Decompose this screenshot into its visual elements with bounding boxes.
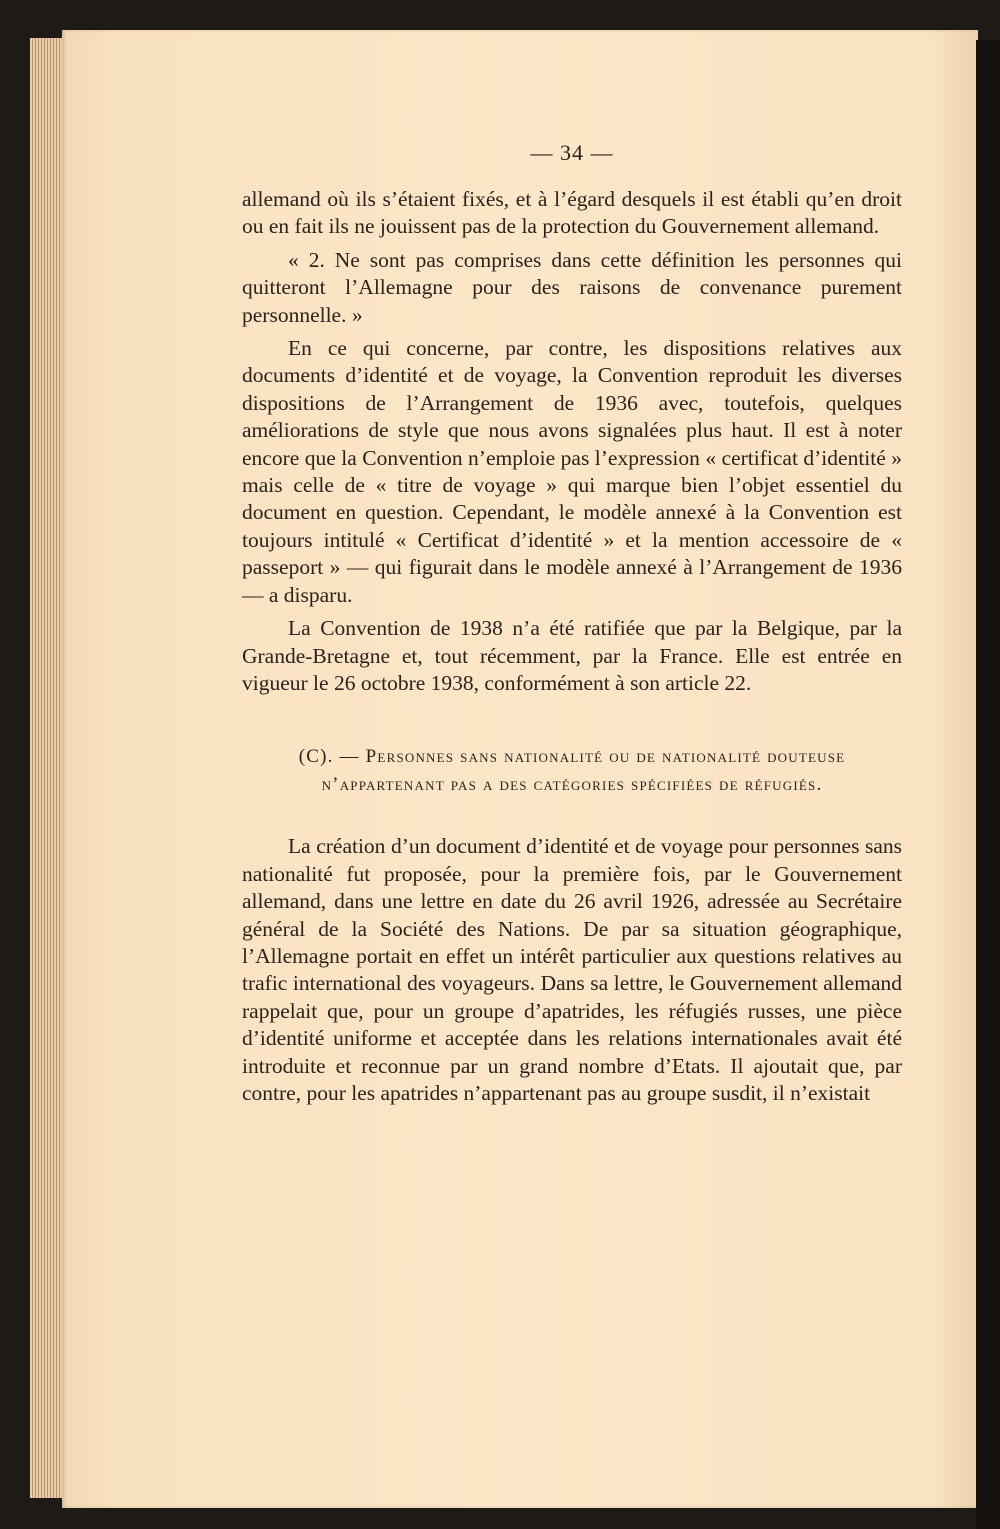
page-right-shadow xyxy=(976,40,1000,1529)
book-page xyxy=(62,30,978,1508)
paragraph-documents: En ce qui concerne, par contre, les dispositions relatives aux documents d’identité et de voyage, la Convention reproduit les diverses dispositions de l’Arrangement de 1936 avec, toutefois, quelques améliorations de style que nous avons signalées plus haut. Il est à noter encore que la Convention n’emploie pas l’expression « certificat d’identité » mais celle de « titre de voyage » qui marque bien l’objet essentiel du document en question. Cependant, le modèle annexé à la Convention est toujours intitulé « Certificat d’identité » et la mention accessoire de « passeport » — qui figurait dans le modèle annexé à l’Arrangement de 1936 — a disparu. xyxy=(242,336,902,607)
paragraph-ratification: La Convention de 1938 n’a été ratifiée que par la Belgique, par la Grande-Bretagne et, tout récemment, par la France. Elle est entrée en vigueur le 26 octobre 1938, conformément à son article 22. xyxy=(242,616,902,695)
paragraph-quote: « 2. Ne sont pas comprises dans cette définition les personnes qui quitteront l’Allemagne pour des raisons de convenance purement personnelle. » xyxy=(242,247,902,327)
page-content xyxy=(242,140,902,1107)
paragraph-continuation: allemand où ils s’étaient fixés, et à l’égard desquels il est établi qu’en droit ou en fait ils ne jouissent pas de la protection du Gouvernement allemand. xyxy=(242,187,902,239)
page-number: — 34 — xyxy=(530,140,614,165)
paragraph-section-body: La création d’un document d’identité et de voyage pour personnes sans nationalité fut proposée, pour la première fois, par le Gouvernement allemand, dans une lettre en date du 26 avril 1926, adressée au Secrétaire général de la Société des Nations. De par sa situation géographique, l’Allemagne portait en effet un intérêt particulier aux questions relatives au trafic international des voyageurs. Dans sa lettre, le Gouvernement allemand rappelait que, pour un groupe d’apatrides, les réfugiés russes, une pièce d’identité uniforme et acceptée dans les relations internationales avait été introduite et reconnue par un grand nombre d’Etats. Il ajoutait que, par contre, pour les apatrides n’appartenant pas au groupe susdit, il n’existait xyxy=(242,834,902,1105)
section-heading: (C). — Personnes sans nationalité ou de nationalité douteuse n’appartenant pas a des catégories spécifiées de réfugiés. xyxy=(298,746,846,796)
